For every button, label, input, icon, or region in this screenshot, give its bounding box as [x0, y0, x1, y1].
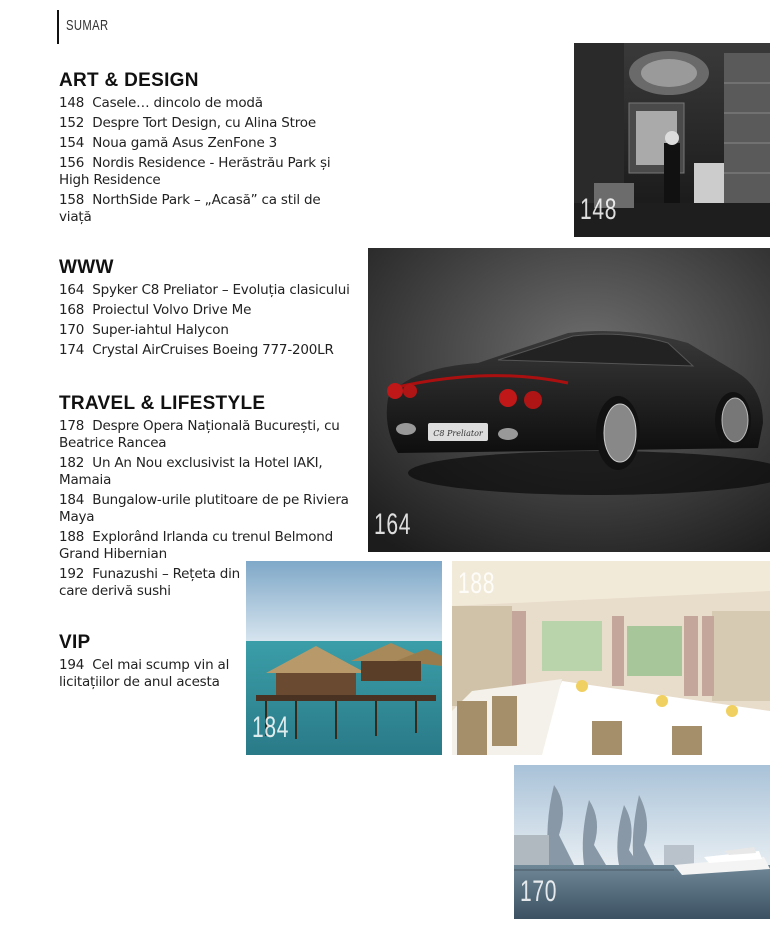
page-number: 178 — [59, 418, 85, 434]
toc-item[interactable] — [59, 282, 359, 299]
entry-text: Un An Nou exclusivist la Hotel IAKI, Mamaia — [59, 455, 323, 488]
photo-interior[interactable] — [574, 43, 770, 237]
entry-text: NorthSide Park – „Acasă” ca stil de viață — [59, 192, 321, 225]
photo-bungalow[interactable] — [246, 561, 442, 755]
page-number: 174 — [59, 342, 85, 358]
toc-item[interactable] — [59, 455, 349, 489]
page-number: 158 — [59, 192, 85, 208]
photo-page-number: 170 — [520, 875, 558, 908]
toc-item[interactable] — [59, 302, 359, 319]
page-number: 156 — [59, 155, 85, 171]
section-vip — [59, 632, 239, 694]
header-rule — [57, 10, 59, 44]
train-interior-illustration — [452, 561, 770, 755]
page-header-label: SUMAR — [66, 17, 109, 34]
page-number: 188 — [59, 529, 85, 545]
page-number: 154 — [59, 135, 85, 151]
section-title: WWW — [59, 257, 114, 278]
page-number: 170 — [59, 322, 85, 338]
toc-item[interactable] — [59, 95, 339, 112]
page-number: 148 — [59, 95, 85, 111]
page-number: 168 — [59, 302, 85, 318]
toc-item[interactable] — [59, 192, 339, 226]
toc-item[interactable] — [59, 135, 339, 152]
photo-page-number: 164 — [374, 508, 412, 541]
entry-text: Super-iahtul Halycon — [92, 322, 229, 338]
toc-item[interactable] — [59, 418, 349, 452]
toc-item[interactable] — [59, 322, 359, 339]
photo-page-number: 188 — [458, 567, 496, 600]
car-plate-text: C8 Preliator — [433, 429, 483, 438]
photo-page-number: 184 — [252, 711, 290, 744]
entry-text: Noua gamă Asus ZenFone 3 — [92, 135, 278, 151]
entry-text: Despre Tort Design, cu Alina Stroe — [92, 115, 316, 131]
entry-text: Explorând Irlanda cu trenul Belmond Grand Hibernian — [59, 529, 333, 562]
entry-text: Casele… dincolo de modă — [92, 95, 263, 111]
section-title: ART & DESIGN — [59, 70, 199, 91]
photo-yacht[interactable] — [514, 765, 770, 919]
page-number: 152 — [59, 115, 85, 131]
photo-page-number: 148 — [580, 193, 618, 226]
entry-text: Cel mai scump vin al licitațiilor de anul acesta — [59, 657, 230, 690]
entry-text: Proiectul Volvo Drive Me — [92, 302, 252, 318]
entry-text: Bungalow-urile plutitoare de pe Riviera Maya — [59, 492, 349, 525]
page-number: 164 — [59, 282, 85, 298]
page-number: 182 — [59, 455, 85, 471]
toc-item[interactable] — [59, 529, 349, 563]
page-number: 194 — [59, 657, 85, 673]
section-title: VIP — [59, 632, 91, 653]
section-www — [59, 257, 359, 362]
car-illustration — [368, 248, 770, 552]
toc-item[interactable] — [59, 115, 339, 132]
toc-item[interactable] — [59, 342, 359, 359]
page-number: 184 — [59, 492, 85, 508]
page-number: 192 — [59, 566, 85, 582]
toc-item[interactable] — [59, 155, 339, 189]
entry-text: Funazushi – Rețeta din care derivă sushi — [59, 566, 241, 599]
photo-train[interactable] — [452, 561, 770, 755]
entry-text: Nordis Residence - Herăstrău Park și High Residence — [59, 155, 331, 188]
toc-item[interactable] — [59, 566, 244, 600]
section-art-design — [59, 70, 339, 229]
toc-item[interactable] — [59, 492, 349, 526]
section-title: TRAVEL & LIFESTYLE — [59, 393, 266, 414]
photo-car[interactable] — [368, 248, 770, 552]
entry-text: Spyker C8 Preliator – Evoluția clasicului — [92, 282, 350, 298]
entry-text: Despre Opera Națională București, cu Beatrice Rancea — [59, 418, 340, 451]
toc-item[interactable] — [59, 657, 239, 691]
entry-text: Crystal AirCruises Boeing 777-200LR — [92, 342, 334, 358]
